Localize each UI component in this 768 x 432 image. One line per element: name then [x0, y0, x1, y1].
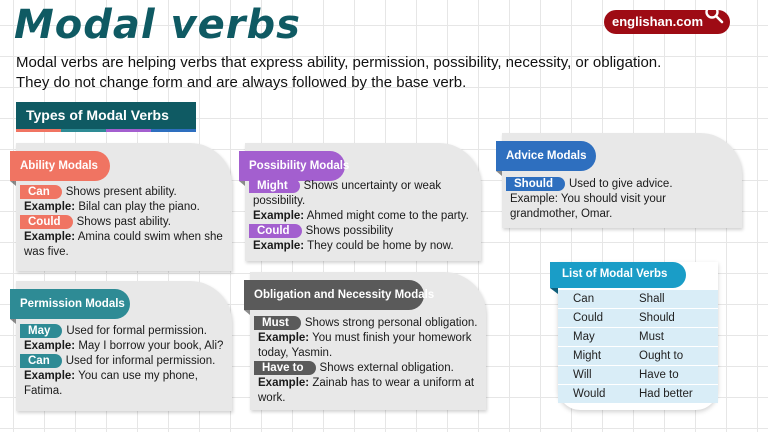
- ability-modals-tag: Ability Modals: [10, 151, 110, 181]
- example-label: Example:: [24, 201, 76, 213]
- bar-segment-permission: [61, 129, 106, 132]
- example-text: They could be home by now.: [304, 240, 454, 252]
- obligation-modals-body: [250, 316, 478, 406]
- modal-verbs-list-title: List of Modal Verbs: [550, 262, 686, 288]
- modal-verbs-list: [558, 290, 718, 404]
- list-cell: Could: [573, 312, 604, 324]
- obligation-modals-card: [250, 272, 486, 410]
- types-heading-label: Types of Modal Verbs: [26, 107, 169, 123]
- bar-segment-possibility: [106, 129, 151, 132]
- example-label: Example:: [24, 340, 76, 352]
- verb-desc: Shows past ability.: [76, 216, 171, 228]
- example-label: Example:: [24, 370, 76, 382]
- permission-modals-tag: Permission Modals: [10, 289, 130, 319]
- verb-desc: Used to give advice.: [568, 178, 673, 190]
- verb-pill-should: Should: [506, 177, 565, 191]
- list-row: [558, 385, 718, 403]
- list-cell: May: [573, 331, 595, 343]
- verb-desc: Used for informal permission.: [65, 355, 216, 367]
- advice-modals-card: [502, 133, 742, 228]
- verb-desc: Shows present ability.: [65, 186, 177, 198]
- example-label: Example:: [258, 377, 310, 389]
- verb-desc: Shows external obligation.: [319, 362, 454, 374]
- list-row: [558, 290, 718, 308]
- intro-line-1: Modal verbs are helping verbs that express ability, permission, possibility, necessity, or obligation.: [16, 54, 662, 71]
- example-text: You must finish your homework today, Yasmin.: [258, 332, 472, 359]
- list-cell: Must: [639, 331, 664, 343]
- list-cell: Ought to: [639, 350, 684, 362]
- list-cell: Should: [639, 312, 675, 324]
- obligation-modals-tag: Obligation and Necessity Modals: [244, 280, 424, 310]
- list-cell: Had better: [639, 388, 693, 400]
- example-text: Example: You should visit your grandmother, Omar.: [510, 193, 666, 220]
- permission-modals-body: [16, 324, 224, 399]
- list-cell: Shall: [639, 293, 665, 305]
- example-text: May I borrow your book, Ali?: [75, 340, 224, 352]
- advice-modals-body: [502, 177, 734, 222]
- list-row: [558, 347, 718, 365]
- permission-modals-card: [16, 281, 232, 411]
- advice-modals-tag: Advice Modals: [496, 141, 596, 171]
- verb-pill-can: Can: [20, 354, 62, 368]
- example-text: Ahmed might come to the party.: [304, 210, 469, 222]
- logo-text: englishan.com: [612, 14, 704, 29]
- verb-pill-can: Can: [20, 185, 62, 199]
- list-cell: Have to: [639, 369, 679, 381]
- list-cell: Can: [573, 293, 595, 305]
- possibility-modals-body: [245, 179, 473, 254]
- types-color-bar: [16, 129, 196, 132]
- verb-desc: Shows uncertainty or weak possibility.: [253, 180, 442, 207]
- bar-segment-ability: [16, 129, 61, 132]
- intro-line-2: They do not change form and are always followed by the base verb.: [16, 74, 467, 91]
- verb-pill-have-to: Have to: [254, 361, 316, 375]
- example-text: Zainab has to wear a uniform at work.: [258, 377, 475, 404]
- example-label: Example:: [253, 240, 305, 252]
- list-cell: Will: [573, 369, 592, 381]
- verb-pill-must: Must: [254, 316, 301, 330]
- possibility-modals-card: [245, 143, 481, 261]
- list-row: [558, 328, 718, 346]
- example-text: Amina could swim when she was five.: [24, 231, 223, 258]
- ability-modals-body: [16, 185, 224, 260]
- example-text: Bilal can play the piano.: [75, 201, 200, 213]
- intro-text: [16, 53, 766, 93]
- list-cell: Would: [573, 388, 606, 400]
- verb-pill-could: Could: [249, 224, 302, 238]
- verb-pill-might: Might: [249, 179, 300, 193]
- list-row: [558, 309, 718, 327]
- verb-pill-could: Could: [20, 215, 73, 229]
- page-title: Modal verbs: [14, 2, 301, 48]
- site-logo[interactable]: [604, 10, 730, 34]
- modal-verbs-list-card: [558, 262, 718, 410]
- list-row: [558, 366, 718, 384]
- verb-desc: Shows possibility: [305, 225, 394, 237]
- magnifier-icon: [704, 4, 724, 24]
- example-label: Example:: [258, 332, 310, 344]
- ability-modals-card: [16, 143, 232, 271]
- verb-pill-may: May: [20, 324, 62, 338]
- bar-segment-advice: [151, 129, 196, 132]
- example-text: You can use my phone, Fatima.: [24, 370, 198, 397]
- example-label: Example:: [253, 210, 305, 222]
- verb-desc: Shows strong personal obligation.: [304, 317, 478, 329]
- example-label: Example:: [24, 231, 76, 243]
- list-cell: Might: [573, 350, 602, 362]
- types-heading: [16, 102, 196, 132]
- possibility-modals-tag: Possibility Modals: [239, 151, 345, 181]
- verb-desc: Used for formal permission.: [66, 325, 207, 337]
